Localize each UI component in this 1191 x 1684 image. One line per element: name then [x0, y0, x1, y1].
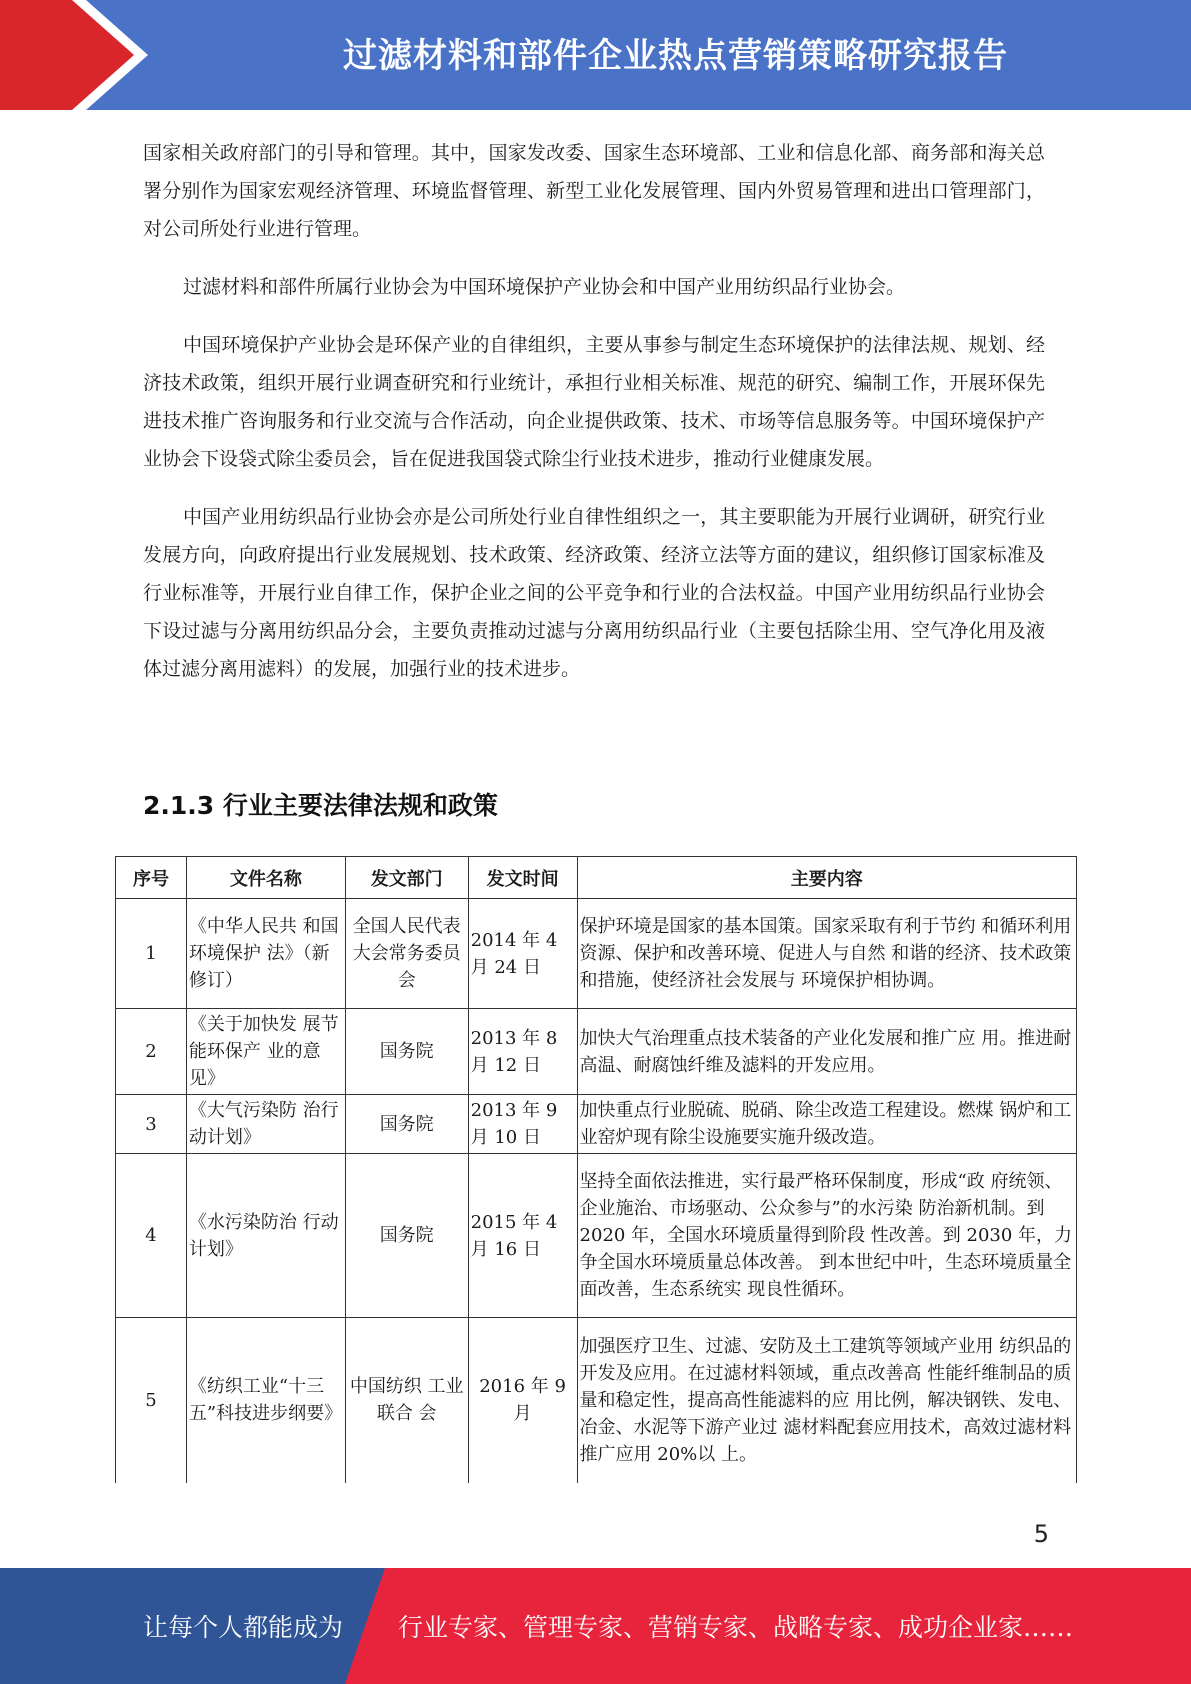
table-header-row	[116, 857, 1077, 899]
row-no: 2	[116, 1009, 187, 1095]
footer-slogan-right: 行业专家、管理专家、营销专家、战略专家、成功企业家……	[398, 1613, 1074, 1642]
row-name: 《关于加快发 展节能环保产 业的意见》	[186, 1009, 345, 1095]
row-no: 4	[116, 1154, 187, 1318]
page-header	[0, 0, 1191, 110]
row-name: 《大气污染防 治行动计划》	[186, 1095, 345, 1154]
row-dept: 全国人民代表大会常务委员会	[345, 899, 468, 1009]
row-date: 2013 年 9 月 10 日	[468, 1095, 577, 1154]
row-date: 2013 年 8 月 12 日	[468, 1009, 577, 1095]
header-date: 发文时间	[468, 857, 577, 899]
row-date: 2016 年 9 月	[468, 1318, 577, 1483]
paragraph-1: 国家相关政府部门的引导和管理。其中，国家发改委、国家生态环境部、工业和信息化部、商务部和海关总署分别作为国家宏观经济管理、环境监督管理、新型工业化发展管理、国内外贸易管理和进出口管理部门，对公司所处行业进行管理。	[143, 142, 1045, 240]
header-no: 序号	[116, 857, 187, 899]
footer-slogan-left: 让每个人都能成为	[143, 1613, 344, 1642]
header-dept: 发文部门	[345, 857, 468, 899]
row-date: 2015 年 4 月 16 日	[468, 1154, 577, 1318]
row-content: 保护环境是国家的基本国策。国家采取有利于节约 和循环利用资源、保护和改善环境、促进人与自然 和谐的经济、技术政策和措施，使经济社会发展与 环境保护相协调。	[577, 899, 1076, 1009]
row-no: 5	[116, 1318, 187, 1483]
row-date: 2014 年 4 月 24 日	[468, 899, 577, 1009]
paragraph-3: 中国环境保护产业协会是环保产业的自律组织，主要从事参与制定生态环境保护的法律法规、规划、经济技术政策，组织开展行业调查研究和行业统计，承担行业相关标准、规范的研究、编制工作，开展环保先进技术推广咨询服务和行业交流与合作活动，向企业提供政策、技术、市场等信息服务等。中国环境保护产业协会下设袋式除尘委员会，旨在促进我国袋式除尘行业技术进步，推动行业健康发展。	[143, 334, 1045, 470]
table-row	[116, 899, 1077, 1009]
footer-blue-edge	[345, 1568, 385, 1684]
row-name: 《中华人民共 和国环境保护 法》（新修订）	[186, 899, 345, 1009]
table-row	[116, 1154, 1077, 1318]
paragraph-2: 过滤材料和部件所属行业协会为中国环境保护产业协会和中国产业用纺织品行业协会。	[183, 276, 906, 298]
header-chevron-graphic	[0, 0, 150, 110]
row-dept: 国务院	[345, 1009, 468, 1095]
page-footer	[0, 1568, 1191, 1684]
row-content: 加快大气治理重点技术装备的产业化发展和推广应 用。推进耐高温、耐腐蚀纤维及滤料的开发应用。	[577, 1009, 1076, 1095]
row-dept: 中国纺织 工业联合 会	[345, 1318, 468, 1483]
row-no: 1	[116, 899, 187, 1009]
table-row	[116, 1318, 1077, 1483]
row-content: 加快重点行业脱硫、脱硝、除尘改造工程建设。燃煤 锅炉和工业窑炉现有除尘设施要实施升级改造。	[577, 1095, 1076, 1154]
section-heading: 2.1.3 行业主要法律法规和政策	[143, 791, 498, 820]
table-row	[116, 1009, 1077, 1095]
row-no: 3	[116, 1095, 187, 1154]
row-dept: 国务院	[345, 1154, 468, 1318]
header-content: 主要内容	[577, 857, 1076, 899]
body-text	[143, 134, 1045, 688]
paragraph-4: 中国产业用纺织品行业协会亦是公司所处行业自律性组织之一，其主要职能为开展行业调研，研究行业发展方向，向政府提出行业发展规划、技术政策、经济政策、经济立法等方面的建议，组织修订国家标准及行业标准等，开展行业自律工作，保护企业之间的公平竞争和行业的合法权益。中国产业用纺织品行业协会下设过滤与分离用纺织品分会，主要负责推动过滤与分离用纺织品行业（主要包括除尘用、空气净化用及液体过滤分离用滤料）的发展，加强行业的技术进步。	[143, 506, 1045, 680]
regulations-table	[115, 856, 1077, 1483]
page-number: 5	[1033, 1520, 1049, 1548]
row-name: 《纺织工业“十三五”科技进步纲要》	[186, 1318, 345, 1483]
row-dept: 国务院	[345, 1095, 468, 1154]
row-name: 《水污染防治 行动计划》	[186, 1154, 345, 1318]
row-content: 坚持全面依法推进，实行最严格环保制度，形成“政 府统领、企业施治、市场驱动、公众参与”的水污染 防治新机制。到 2020 年，全国水环境质量得到阶段 性改善。到 2030 年，力争全国水环境质量总体改善。 到本世纪中叶，生态环境质量全面改善，生态系统实 现良性循环。	[577, 1154, 1076, 1318]
row-content: 加强医疗卫生、过滤、安防及土工建筑等领域产业用 纺织品的开发及应用。在过滤材料领域，重点改善高 性能纤维制品的质量和稳定性，提高高性能滤料的应 用比例，解决钢铁、发电、冶金、水泥等下游产业过 滤材料配套应用技术，高效过滤材料推广应用 20%以 上。	[577, 1318, 1076, 1483]
header-name: 文件名称	[186, 857, 345, 899]
report-title: 过滤材料和部件企业热点营销策略研究报告	[343, 36, 1008, 76]
table-row	[116, 1095, 1077, 1154]
